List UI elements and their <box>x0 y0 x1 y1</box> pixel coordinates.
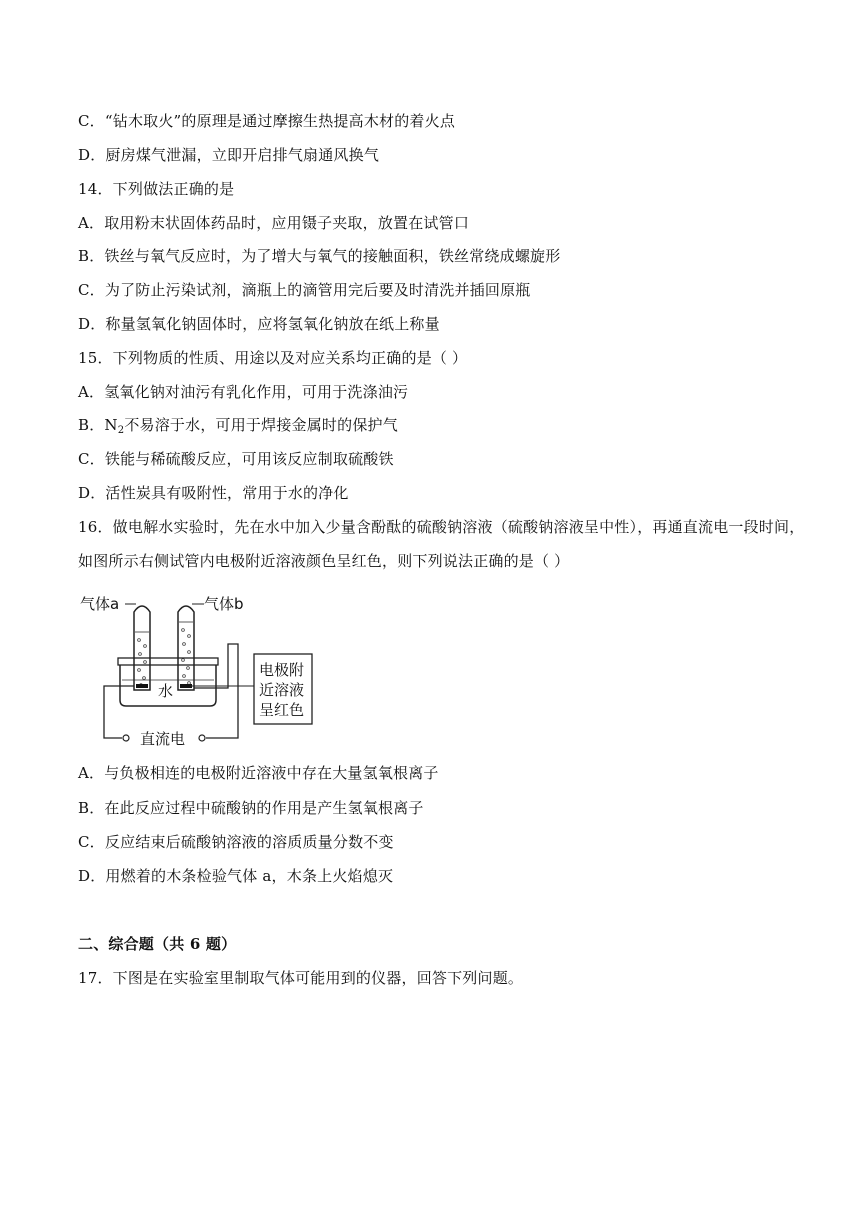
q15-option-b-text: 不易溶于水，可用于焊接金属时的保护气 <box>124 416 398 434</box>
q14-stem: 14．下列做法正确的是 <box>78 180 235 198</box>
q14-option-a: A．取用粉末状固体药品时，应用镊子夹取，放置在试管口 <box>78 214 470 232</box>
q16-option-c: C．反应结束后硫酸钠溶液的溶质质量分数不变 <box>78 833 394 851</box>
q15-option-b <box>78 415 398 441</box>
q16-option-a: A．与负极相连的电极附近溶液中存在大量氢氧根离子 <box>78 764 439 782</box>
q14-option-d: D．称量氢氧化钠固体时，应将氢氧化钠放在纸上称量 <box>78 315 440 333</box>
left-electrode <box>136 684 148 688</box>
left-wire <box>104 686 134 738</box>
q16-option-b: B．在此反应过程中硫酸钠的作用是产生氢氧根离子 <box>78 799 424 817</box>
left-terminal <box>123 735 129 741</box>
right-test-tube <box>178 606 194 690</box>
q16-option-d: D．用燃着的木条检验气体 a，木条上火焰熄灭 <box>78 867 394 885</box>
q14-option-c: C．为了防止污染试剂，滴瓶上的滴管用完后要及时清洗并插回原瓶 <box>78 281 531 299</box>
left-bubbles <box>138 639 147 687</box>
q15-option-b-subscript: 2 <box>117 425 125 436</box>
electrolysis-diagram <box>78 588 318 750</box>
q17-stem: 17．下图是在实验室里制取气体可能用到的仪器，回答下列问题。 <box>78 969 524 987</box>
box-line-3: 呈红色 <box>259 701 305 719</box>
box-line-2: 近溶液 <box>259 681 305 699</box>
q15-option-a: A．氢氧化钠对油污有乳化作用，可用于洗涤油污 <box>78 383 409 401</box>
q16-stem-line1: 16．做电解水实验时，先在水中加入少量含酚酞的硫酸钠溶液（硫酸钠溶液呈中性），再通直流电一段时间， <box>78 518 805 536</box>
q15-stem: 15．下列物质的性质、用途以及对应关系均正确的是（ ） <box>78 349 468 367</box>
trough-rim <box>118 658 218 665</box>
left-test-tube <box>134 606 150 690</box>
box-line-1: 电极附 <box>259 661 305 679</box>
water-label: 水 <box>158 682 174 700</box>
section-2-title: 二、综合题（共 6 题） <box>78 935 237 953</box>
q15-option-d: D．活性炭具有吸附性，常用于水的净化 <box>78 484 349 502</box>
power-label: 直流电 <box>140 730 186 748</box>
q16-stem-line2: 如图所示右侧试管内电极附近溶液颜色呈红色，则下列说法正确的是（ ） <box>78 552 570 570</box>
gas-a-label: 气体a <box>80 595 120 613</box>
gas-b-label: 气体b <box>204 595 244 613</box>
q14-option-b: B．铁丝与氧气反应时，为了增大与氧气的接触面积，铁丝常绕成螺旋形 <box>78 247 561 265</box>
q15-option-b-prefix: B．N <box>78 416 118 434</box>
electrolysis-figure <box>78 588 318 750</box>
q13-option-d: D．厨房煤气泄漏，立即开启排气扇通风换气 <box>78 146 380 164</box>
right-terminal <box>199 735 205 741</box>
q15-option-c: C．铁能与稀硫酸反应，可用该反应制取硫酸铁 <box>78 450 394 468</box>
q13-option-c: C．“钻木取火”的原理是通过摩擦生热提高木材的着火点 <box>78 112 456 130</box>
right-bubbles <box>182 629 191 685</box>
